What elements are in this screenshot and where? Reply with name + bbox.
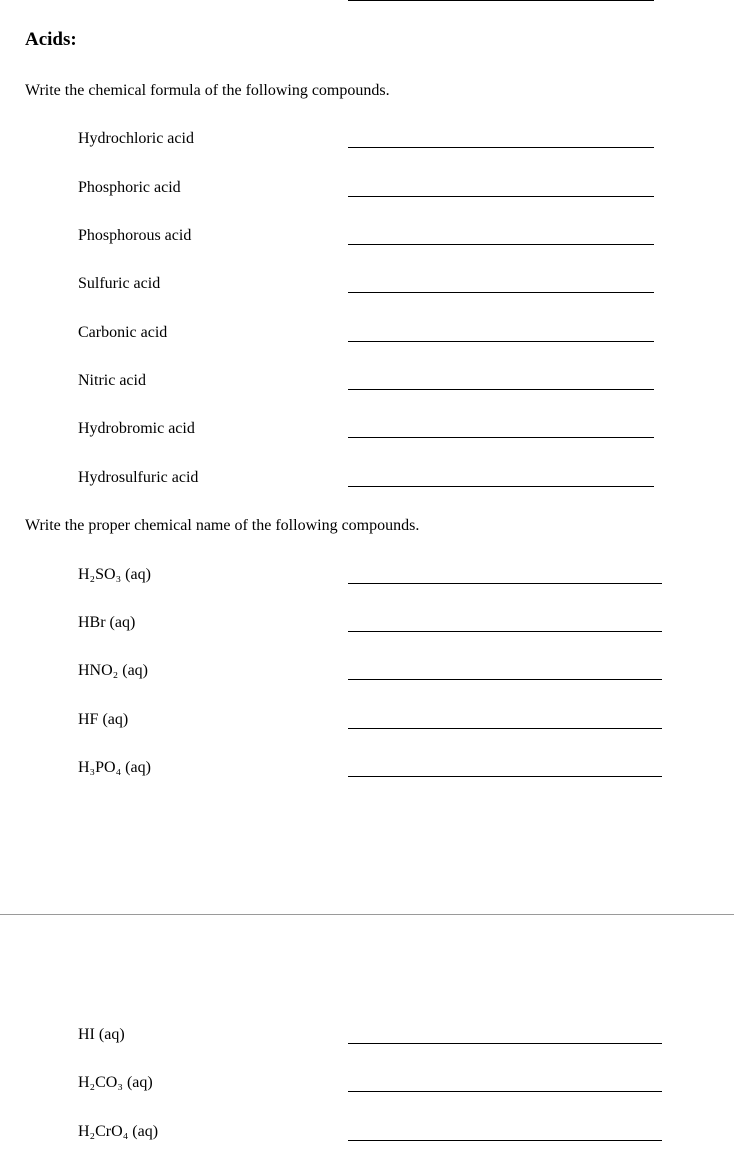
compound-name: Phosphoric acid <box>78 179 181 196</box>
answer-blank[interactable] <box>348 679 662 680</box>
answer-blank[interactable] <box>348 1140 662 1141</box>
answer-blank[interactable] <box>348 292 654 293</box>
answer-blank[interactable] <box>348 196 654 197</box>
page-break-divider <box>0 914 734 915</box>
answer-blank[interactable] <box>348 776 662 777</box>
compound-formula: H₂CrO₄ (aq) <box>78 1123 159 1140</box>
compound-formula: HF (aq) <box>78 711 129 728</box>
compound-name: Hydrosulfuric acid <box>78 469 199 486</box>
answer-blank[interactable] <box>348 437 654 438</box>
compound-formula: H₃PO₄ (aq) <box>78 759 151 776</box>
answer-blank[interactable] <box>348 631 662 632</box>
answer-blank[interactable] <box>348 147 654 148</box>
instruction-formula: Write the chemical formula of the following compounds. <box>25 82 390 99</box>
answer-blank[interactable] <box>348 341 654 342</box>
compound-name: Nitric acid <box>78 372 146 389</box>
answer-blank[interactable] <box>348 486 654 487</box>
answer-blank[interactable] <box>348 244 654 245</box>
compound-name: Carbonic acid <box>78 324 168 341</box>
answer-blank[interactable] <box>348 1091 662 1092</box>
answer-blank[interactable] <box>348 1043 662 1044</box>
compound-name: Sulfuric acid <box>78 275 161 292</box>
compound-formula: HBr (aq) <box>78 614 136 631</box>
compound-formula: H₂SO₃ (aq) <box>78 566 151 583</box>
compound-name: Hydrochloric acid <box>78 130 194 147</box>
compound-name: Hydrobromic acid <box>78 420 195 437</box>
compound-name: Phosphorous acid <box>78 227 192 244</box>
instruction-name: Write the proper chemical name of the following compounds. <box>25 517 420 534</box>
answer-blank-previous[interactable] <box>348 0 654 1</box>
section-title: Acids: <box>25 29 77 50</box>
answer-blank[interactable] <box>348 728 662 729</box>
answer-blank[interactable] <box>348 389 654 390</box>
compound-formula: HNO₂ (aq) <box>78 662 148 679</box>
answer-blank[interactable] <box>348 583 662 584</box>
compound-formula: H₂CO₃ (aq) <box>78 1074 153 1091</box>
compound-formula: HI (aq) <box>78 1026 125 1043</box>
